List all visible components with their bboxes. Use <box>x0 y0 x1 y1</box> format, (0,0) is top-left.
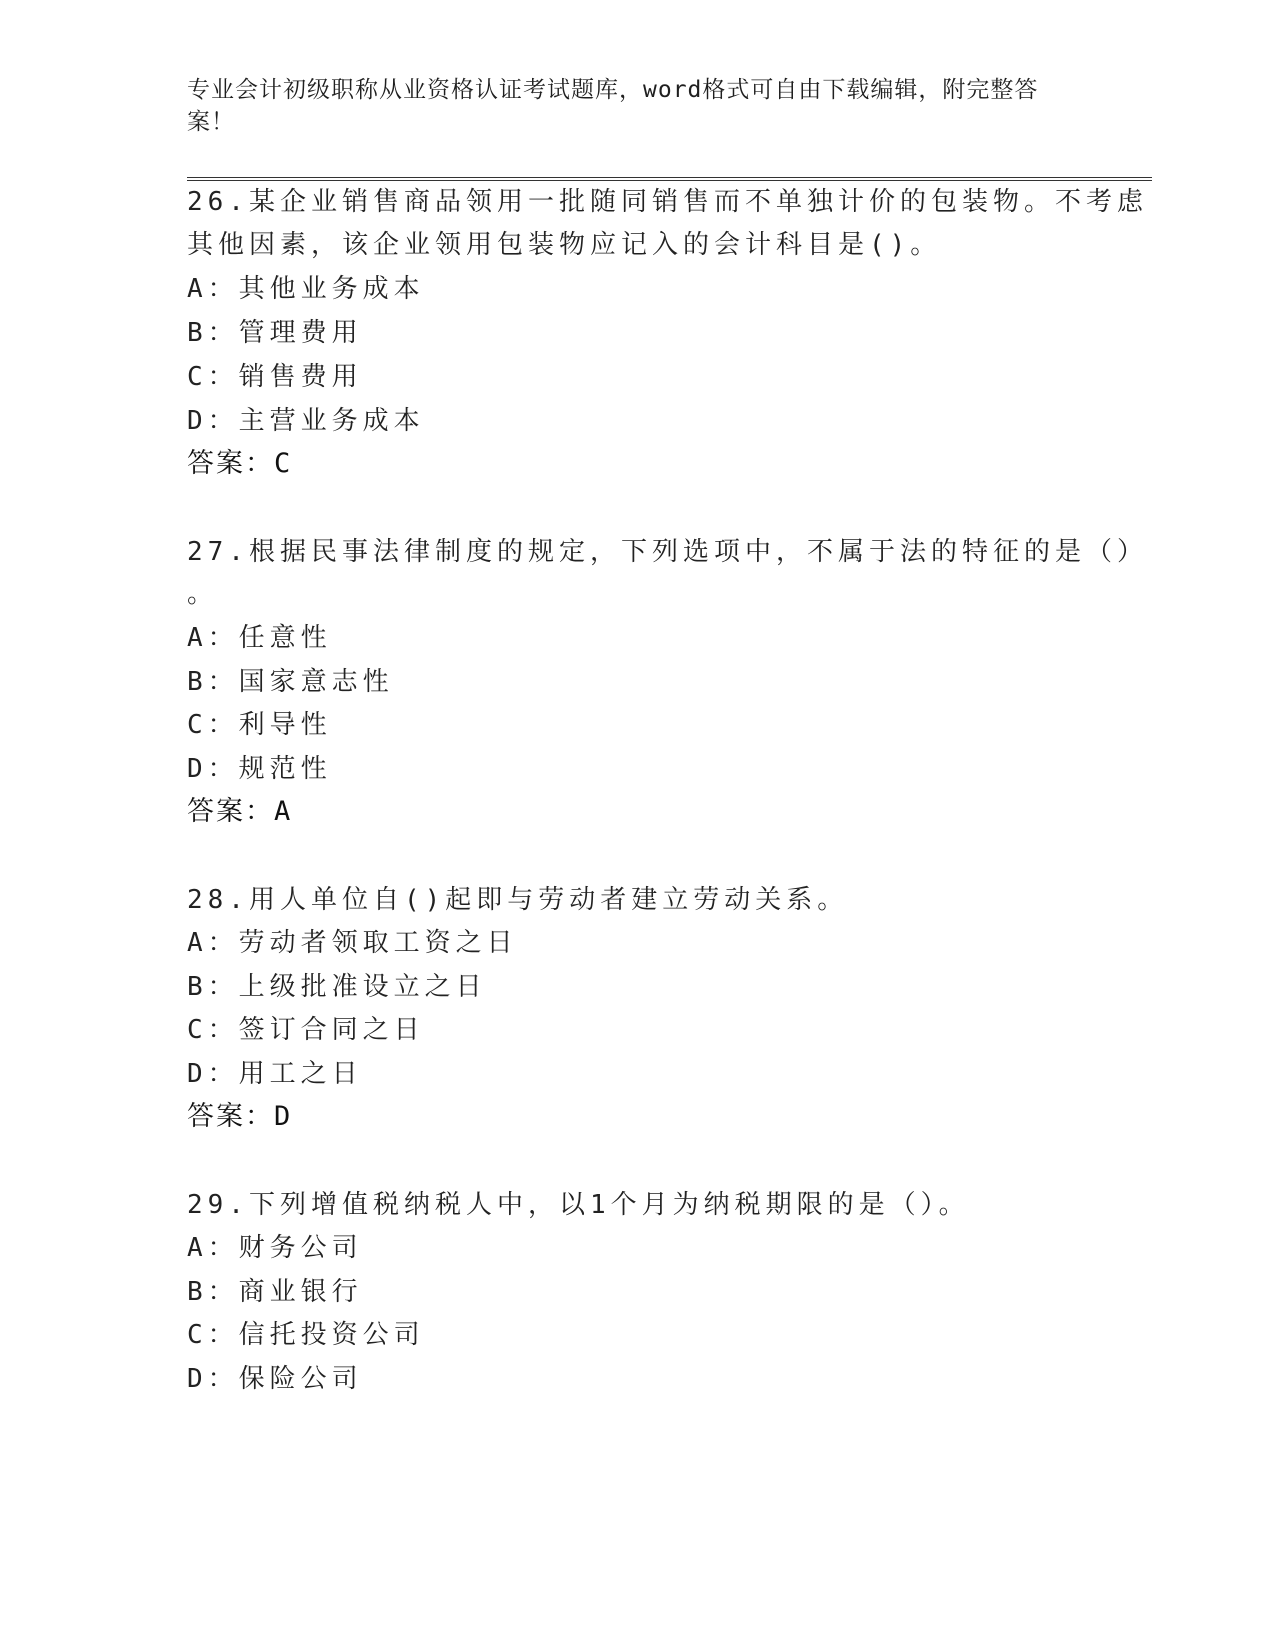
question-26-option-c: C：销售费用 <box>187 362 363 392</box>
question-27-answer <box>187 796 292 828</box>
header-note-line-1: 专业会计初级职称从业资格认证考试题库，word格式可自由下载编辑，附完整答 <box>187 77 1039 103</box>
question-28-stem-line-1: 28.用人单位自()起即与劳动者建立劳动关系。 <box>187 885 849 915</box>
answer-value: A <box>274 796 293 827</box>
question-29-option-a: A：财务公司 <box>187 1233 363 1263</box>
question-27-option-a: A：任意性 <box>187 623 332 653</box>
question-26-stem-line-1: 26.某企业销售商品领用一批随同销售而不单独计价的包装物。不考虑 <box>187 187 1148 217</box>
answer-value: D <box>274 1101 293 1132</box>
question-27-stem-line-2: 。 <box>187 579 219 609</box>
question-26-option-a: A：其他业务成本 <box>187 274 425 304</box>
question-27-option-b: B：国家意志性 <box>187 667 394 697</box>
question-28-option-a: A：劳动者领取工资之日 <box>187 928 518 958</box>
header-divider <box>187 177 1152 181</box>
question-29-stem-line-1: 29.下列增值税纳税人中，以1个月为纳税期限的是（）。 <box>187 1190 970 1220</box>
question-27-option-c: C：利导性 <box>187 710 332 740</box>
question-29-option-d: D：保险公司 <box>187 1364 363 1394</box>
question-28-option-c: C：签订合同之日 <box>187 1015 425 1045</box>
question-28-answer <box>187 1101 292 1133</box>
question-26-option-d: D：主营业务成本 <box>187 406 425 436</box>
answer-label: 答案： <box>187 796 274 827</box>
question-26-answer <box>187 448 292 480</box>
question-28-option-d: D：用工之日 <box>187 1059 363 1089</box>
question-27-option-d: D：规范性 <box>187 754 332 784</box>
answer-label: 答案： <box>187 448 274 479</box>
header-note <box>187 74 1057 138</box>
question-29-option-b: B：商业银行 <box>187 1277 363 1307</box>
question-26-stem-line-2: 其他因素，该企业领用包装物应记入的会计科目是()。 <box>187 230 942 260</box>
question-28-option-b: B：上级批准设立之日 <box>187 972 487 1002</box>
answer-label: 答案： <box>187 1101 274 1132</box>
answer-value: C <box>274 448 293 479</box>
header-note-line-2: 案！ <box>187 109 235 135</box>
question-27-stem-line-1: 27.根据民事法律制度的规定，下列选项中，不属于法的特征的是（） <box>187 537 1148 567</box>
question-26-option-b: B：管理费用 <box>187 318 363 348</box>
question-29-option-c: C：信托投资公司 <box>187 1320 425 1350</box>
